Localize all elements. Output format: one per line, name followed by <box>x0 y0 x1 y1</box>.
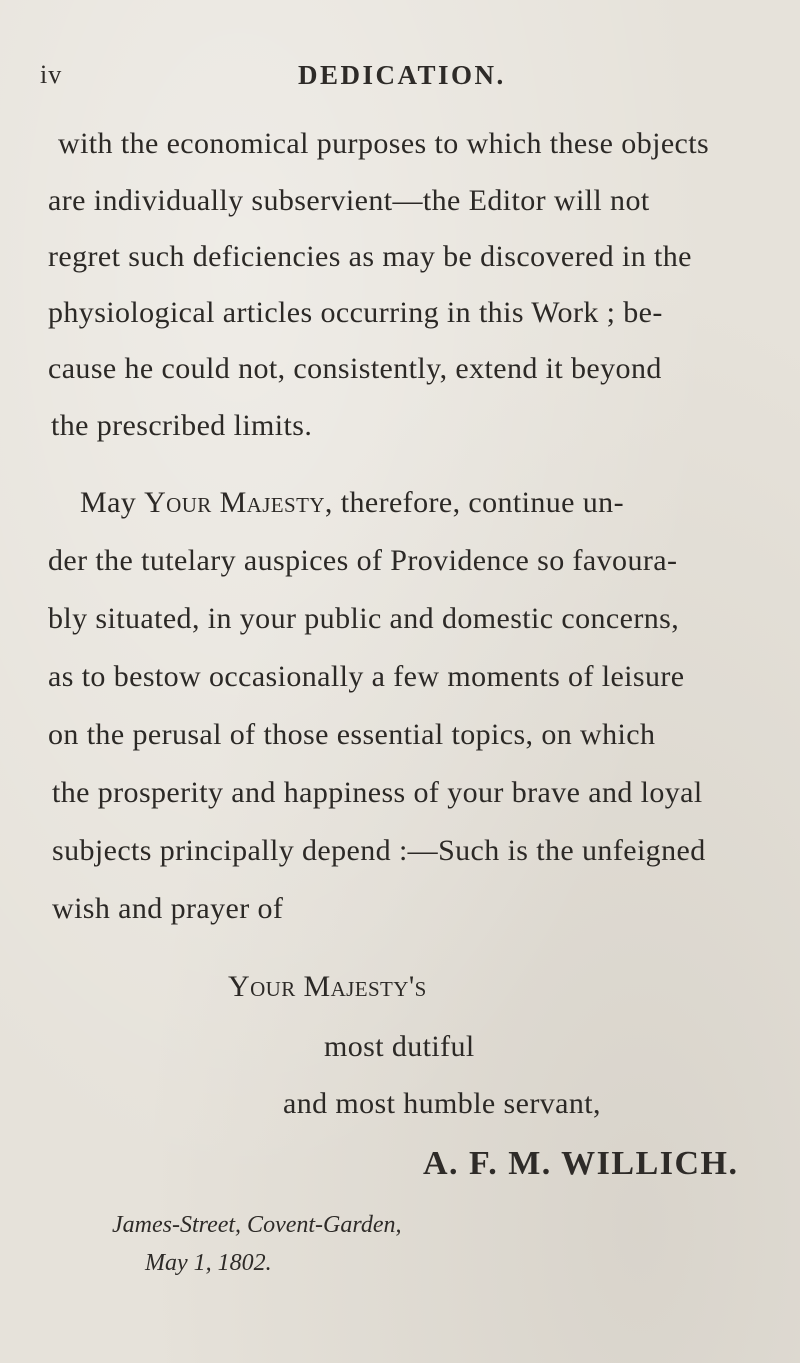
page-number: iv <box>40 60 63 89</box>
text-line: wish and prayer of <box>52 892 284 925</box>
text-line: on the perusal of those essential topics, on which <box>48 718 656 751</box>
address: James-Street, Covent-Garden, <box>112 1212 402 1238</box>
text-line: subjects principally depend :—Such is the unfeigned <box>52 834 706 867</box>
text-line: as to bestow occasionally a few moments of leisure <box>48 660 685 693</box>
running-head <box>0 60 800 100</box>
text-line: physiological articles occurring in this Work ; be- <box>48 296 663 329</box>
humble-servant-line: and most humble servant, <box>283 1087 601 1120</box>
opening-lead: May <box>80 486 145 519</box>
signature: A. F. M. WILLICH. <box>423 1145 739 1182</box>
text-line: cause he could not, consistently, extend it beyond <box>48 352 662 385</box>
opening-rest: , therefore, continue un- <box>324 486 624 519</box>
paragraph-opening-line <box>80 486 624 520</box>
text-line: the prescribed limits. <box>51 409 313 442</box>
text-line: regret such deficiencies as may be discovered in the <box>48 240 692 273</box>
text-line: bly situated, in your public and domestic concerns, <box>48 602 680 635</box>
your-majesty-text: Your Majesty <box>144 486 325 519</box>
text-line: with the economical purposes to which these objects <box>58 127 710 160</box>
text-line: are individually subservient—the Editor will not <box>48 184 650 217</box>
your-majestys-line: Your Majesty's <box>228 970 427 1003</box>
most-dutiful-line: most dutiful <box>324 1030 475 1063</box>
date: May 1, 1802. <box>145 1250 272 1276</box>
running-title: DEDICATION. <box>298 60 506 90</box>
text-line: der the tutelary auspices of Providence so favoura- <box>48 544 678 577</box>
text-line: the prosperity and happiness of your brave and loyal <box>52 776 703 809</box>
